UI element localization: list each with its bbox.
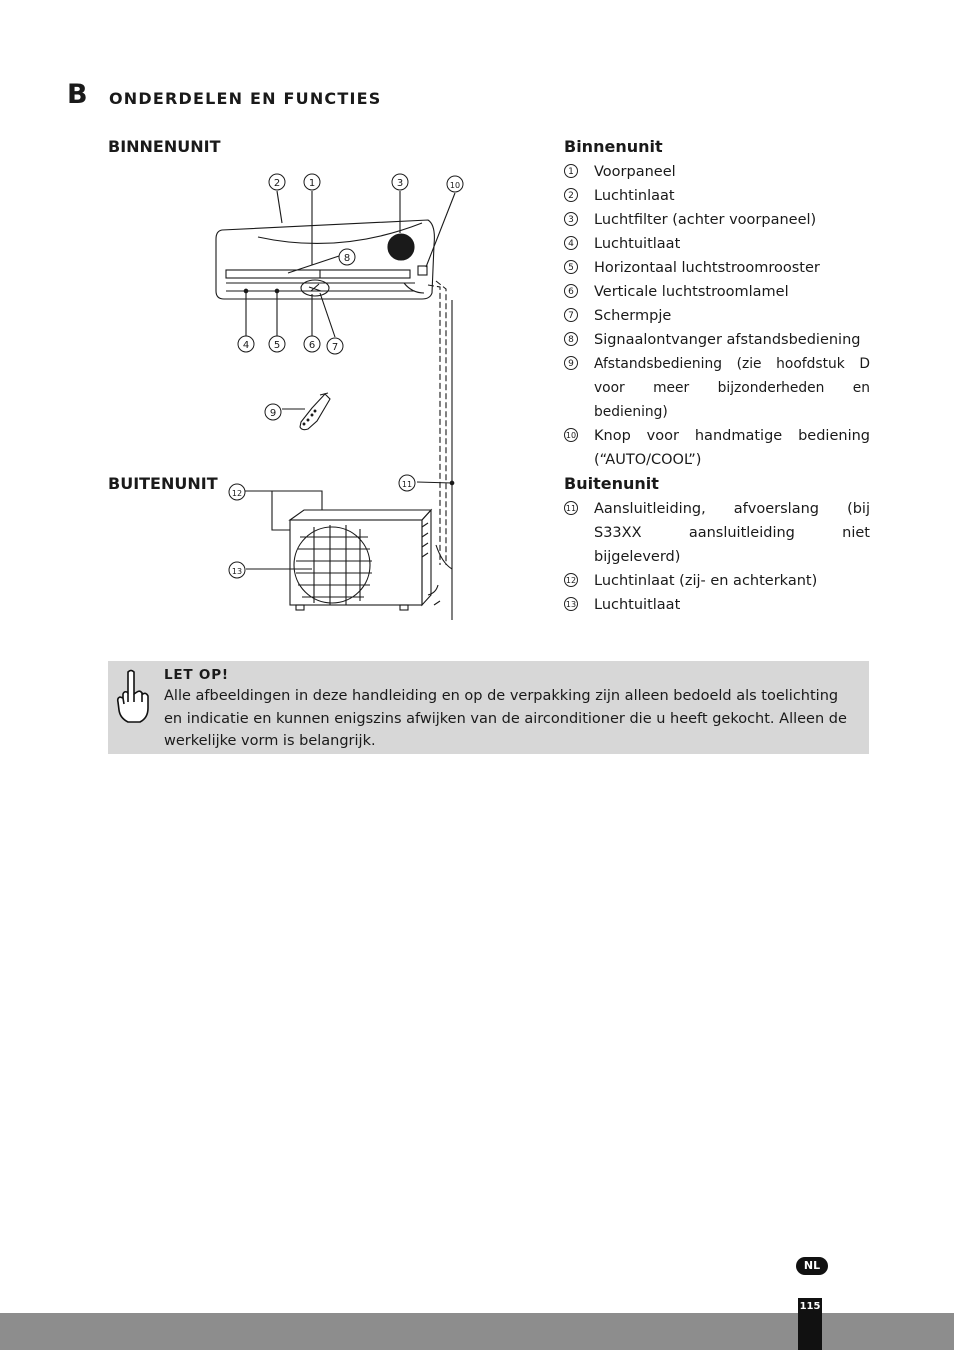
- list-item: [564, 256, 870, 280]
- outdoor-parts-heading: Buitenunit: [564, 474, 659, 493]
- indoor-parts-list: [564, 160, 870, 472]
- callout-9: 9: [269, 408, 277, 419]
- list-item: [564, 569, 870, 593]
- item-number: 10: [564, 428, 578, 442]
- item-text: Schermpje: [594, 308, 672, 324]
- note-text: Alle afbeeldingen in deze handleiding en op de verpakking zijn alleen bedoeld als toelichting en indicatie en kunnen enigszins afwijken van de airconditioner die u heeft gekocht. Alleen de werkelijke vorm is belangrijk.: [164, 688, 847, 749]
- callout-numbers: [229, 174, 463, 578]
- figure-heading-indoor: BINNENUNIT: [108, 137, 221, 156]
- item-text: Luchtfilter (achter voorpaneel): [594, 212, 817, 228]
- item-number: 7: [564, 308, 578, 322]
- airconditioner-diagram: [200, 165, 490, 625]
- figure-heading-outdoor: BUITENUNIT: [108, 474, 218, 493]
- callout-11: 11: [401, 480, 413, 489]
- outdoor-parts-list: [564, 497, 870, 617]
- item-text: Luchtuitlaat: [594, 236, 681, 252]
- list-item: [564, 497, 870, 569]
- item-text: Aansluitleiding, afvoerslang (bij S33XX aansluitleiding niet bijgeleverd): [594, 501, 870, 565]
- callout-2: 2: [273, 178, 281, 189]
- note-title: LET OP!: [164, 667, 229, 683]
- item-number: 6: [564, 284, 578, 298]
- item-number: 8: [564, 332, 578, 346]
- item-text: Luchtinlaat: [594, 188, 675, 204]
- list-item: [564, 328, 870, 352]
- list-item: [564, 424, 870, 472]
- callout-3: 3: [396, 178, 404, 189]
- item-text: Afstandsbediening (zie hoofdstuk D voor meer bijzonderheden en bediening): [594, 356, 870, 420]
- list-item: [564, 352, 870, 424]
- callout-8: 8: [343, 253, 351, 264]
- item-text: Luchtuitlaat: [594, 597, 681, 613]
- item-text: Knop voor handmatige bediening (“AUTO/COOL”): [594, 428, 870, 468]
- list-item: [564, 184, 870, 208]
- section-letter: B: [67, 79, 88, 110]
- list-item: [564, 208, 870, 232]
- item-number: 4: [564, 236, 578, 250]
- note-box: [108, 661, 869, 754]
- item-number: 5: [564, 260, 578, 274]
- pointing-hand-icon: [114, 668, 150, 726]
- item-text: Verticale luchtstroomlamel: [594, 284, 789, 300]
- outdoor-unit-drawing: [290, 510, 440, 610]
- page-number-text: 115: [799, 1301, 821, 1312]
- item-text: Voorpaneel: [594, 164, 676, 180]
- item-text: Luchtinlaat (zij- en achterkant): [594, 573, 818, 589]
- callout-10: 10: [449, 181, 461, 190]
- item-number: 3: [564, 212, 578, 226]
- item-number: 13: [564, 597, 578, 611]
- list-item: [564, 160, 870, 184]
- remote-control-drawing: [300, 393, 330, 430]
- list-item: [564, 593, 870, 617]
- list-item: [564, 232, 870, 256]
- indoor-parts-heading: Binnenunit: [564, 137, 663, 156]
- callout-5: 5: [273, 340, 281, 351]
- callout-leader-lines: [244, 191, 455, 569]
- language-badge: NL: [796, 1257, 828, 1275]
- callout-1: 1: [308, 178, 316, 189]
- callout-6: 6: [308, 340, 316, 351]
- item-number: 9: [564, 356, 578, 370]
- callout-4: 4: [242, 340, 250, 351]
- page-number: [798, 1298, 822, 1350]
- item-number: 11: [564, 501, 578, 515]
- item-number: 1: [564, 164, 578, 178]
- list-item: [564, 280, 870, 304]
- connection-pipe-drawing: [428, 281, 454, 620]
- callout-7: 7: [331, 342, 339, 353]
- item-number: 2: [564, 188, 578, 202]
- item-text: Horizontaal luchtstroomrooster: [594, 260, 820, 276]
- callout-13: 13: [231, 567, 243, 576]
- indoor-unit-drawing: [216, 220, 434, 299]
- item-text: Signaalontvanger afstandsbediening: [594, 332, 861, 348]
- list-item: [564, 304, 870, 328]
- callout-12: 12: [231, 489, 243, 498]
- item-number: 12: [564, 573, 578, 587]
- section-title: ONDERDELEN EN FUNCTIES: [109, 89, 382, 108]
